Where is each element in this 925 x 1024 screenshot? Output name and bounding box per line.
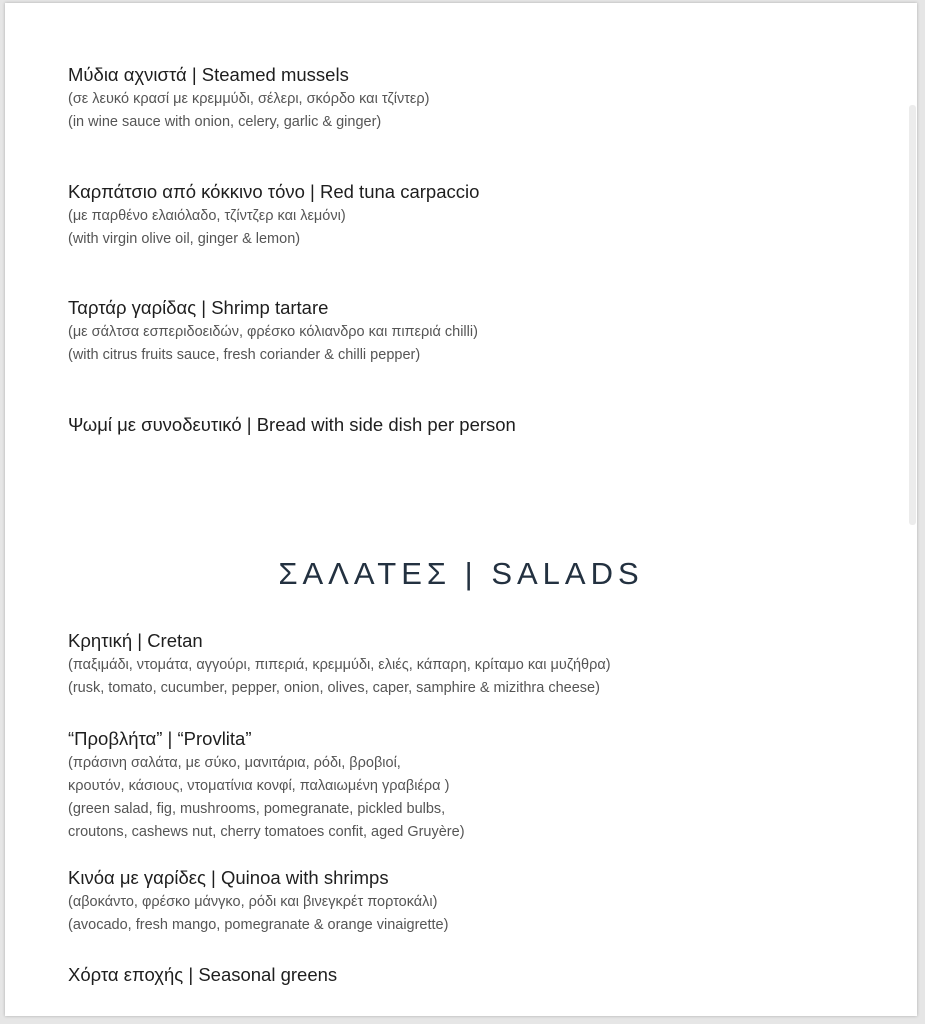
menu-item-title: “Προβλήτα” | “Provlita” [68,728,252,749]
menu-item-description: (σε λευκό κρασί με κρεμμύδι, σέλερι, σκόρδο και τζίντερ) [68,91,430,107]
scrollbar[interactable] [909,105,916,525]
menu-item-description: (αβοκάντο, φρέσκο μάνγκο, ρόδι και βινεγκρέτ πορτοκάλι) [68,894,438,910]
menu-item-title: Ταρτάρ γαρίδας | Shrimp tartare [68,297,329,318]
menu-item-title: Κινόα με γαρίδες | Quinoa with shrimps [68,867,389,888]
menu-item-description: (avocado, fresh mango, pomegranate & orange vinaigrette) [68,917,449,933]
menu-item-description: (with virgin olive oil, ginger & lemon) [68,231,301,247]
section-title-salads: ΣΑΛΑΤΕΣ | SALADS [278,556,644,591]
menu-item-title: Χόρτα εποχής | Seasonal greens [68,964,338,985]
menu-item [68,866,448,937]
menu-item-description: (green salad, fig, mushrooms, pomegranate, pickled bulbs, [68,801,446,817]
menu-item-title: Κρητική | Cretan [68,630,203,651]
menu-item [68,963,337,988]
menu-item-description: (rusk, tomato, cucumber, pepper, onion, olives, caper, samphire & mizithra cheese) [68,680,600,696]
menu-item-description: (with citrus fruits sauce, fresh coriander & chilli pepper) [68,347,421,363]
menu-item-description: (με παρθένο ελαιόλαδο, τζίντζερ και λεμόνι) [68,208,346,224]
menu-item [68,413,516,438]
menu-item [68,296,478,367]
menu-item-description: (πράσινη σαλάτα, με σύκο, μανιτάρια, ρόδι, βροβιοί, [68,755,401,771]
menu-item-title: Μύδια αχνιστά | Steamed mussels [68,64,349,85]
menu-page [5,3,917,1016]
menu-item-description: κρουτόν, κάσιους, ντοματίνια κονφί, παλαιωμένη γραβιέρα ) [68,778,450,794]
menu-item [68,63,429,134]
menu-item-description: (παξιμάδι, ντομάτα, αγγούρι, πιπεριά, κρεμμύδι, ελιές, κάπαρη, κρίταμο και μυζήθρα) [68,657,611,673]
menu-item-description: (με σάλτσα εσπεριδοειδών, φρέσκο κόλιανδρο και πιπεριά chilli) [68,324,478,340]
menu-item-title: Καρπάτσιο από κόκκινο τόνο | Red tuna carpaccio [68,181,480,202]
menu-item-description: (in wine sauce with onion, celery, garlic & ginger) [68,114,382,130]
menu-item [68,727,465,844]
menu-item-title: Ψωμί με συνοδευτικό | Bread with side dish per person [68,414,516,435]
menu-item [68,180,479,251]
menu-item-description: croutons, cashews nut, cherry tomatoes confit, aged Gruyère) [68,824,465,840]
menu-item [68,629,611,700]
